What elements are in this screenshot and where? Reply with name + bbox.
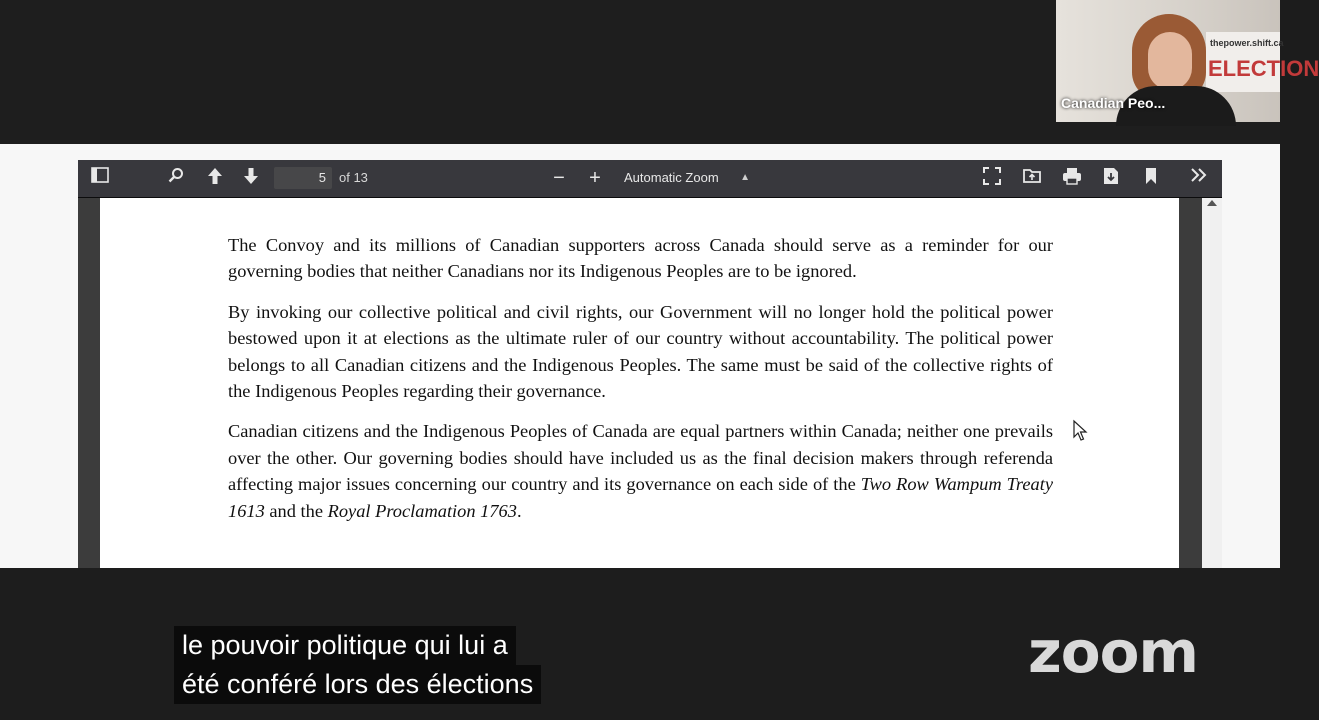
sidebar-toggle-icon[interactable] (88, 167, 112, 189)
mouse-cursor-icon (1073, 420, 1089, 442)
document-body (228, 232, 1053, 538)
double-chevron-icon[interactable] (1187, 167, 1211, 189)
download-icon[interactable] (1099, 167, 1123, 189)
vertical-scrollbar[interactable] (1202, 198, 1222, 568)
paragraph-3-mid: and the (264, 500, 328, 521)
banner-top-text: thepower.shift.ca (1210, 38, 1284, 48)
paragraph-3-end: . (516, 500, 522, 521)
participant-name: Canadian Peo... (1061, 95, 1166, 111)
banner-text: ELECTION (1208, 56, 1319, 81)
participant-video-thumbnail[interactable] (1056, 0, 1319, 122)
zoom-logo: zoom (1028, 618, 1198, 686)
search-icon[interactable] (164, 167, 188, 189)
page-number-input[interactable]: 5 (274, 167, 332, 189)
caption-line-2: été conféré lors des élections (174, 665, 541, 704)
participant-face (1148, 32, 1192, 90)
arrow-up-icon[interactable] (203, 167, 227, 189)
paragraph-3 (228, 418, 1053, 524)
paragraph-3-start: Canadian citizens and the Indigenous Peoples of Canada are equal partners within Canada; neither one prevails over the other. Our governing bodies should have included us as the final decision makers through referenda affecting major issues concerning our country and its governance on each side of the (228, 421, 1053, 495)
treaty-title: Two Row Wampum Treaty 1613 (228, 474, 1053, 521)
page-count-label: of 13 (339, 170, 368, 185)
proclamation-title: Royal Proclamation 1763 (327, 500, 517, 521)
pdf-viewer (78, 160, 1222, 568)
live-caption (174, 626, 541, 704)
select-caret-icon: ▲ (740, 172, 750, 183)
open-file-icon[interactable] (1020, 167, 1044, 189)
zoom-level-value: Automatic Zoom (624, 170, 719, 185)
pdf-page (100, 198, 1179, 578)
scroll-up-arrow-icon[interactable] (1207, 200, 1217, 206)
pdf-toolbar (78, 160, 1222, 198)
paragraph-2: By invoking our collective political and civil rights, our Government will no longer hold the political power bestowed upon it at elections as the ultimate ruler of our country without accountability. The political power belongs to all Canadian citizens and the Indigenous Peoples. The same must be said of the collective rights of the Indigenous Peoples regarding their governance. (228, 301, 1053, 402)
bookmark-icon[interactable] (1139, 167, 1163, 189)
caption-line-1: le pouvoir politique qui lui a (174, 626, 516, 665)
print-icon[interactable] (1060, 167, 1084, 189)
arrow-down-icon[interactable] (239, 167, 263, 189)
zoom-level-select[interactable] (618, 167, 758, 189)
fullscreen-icon[interactable] (980, 167, 1004, 189)
zoom-in-button[interactable]: + (589, 167, 601, 189)
zoom-out-button[interactable]: − (553, 167, 565, 189)
paragraph-1: The Convoy and its millions of Canadian supporters across Canada should serve as a reminder for our governing bodies that neither Canadians nor its Indigenous Peoples are to be ignored. (228, 235, 1053, 282)
